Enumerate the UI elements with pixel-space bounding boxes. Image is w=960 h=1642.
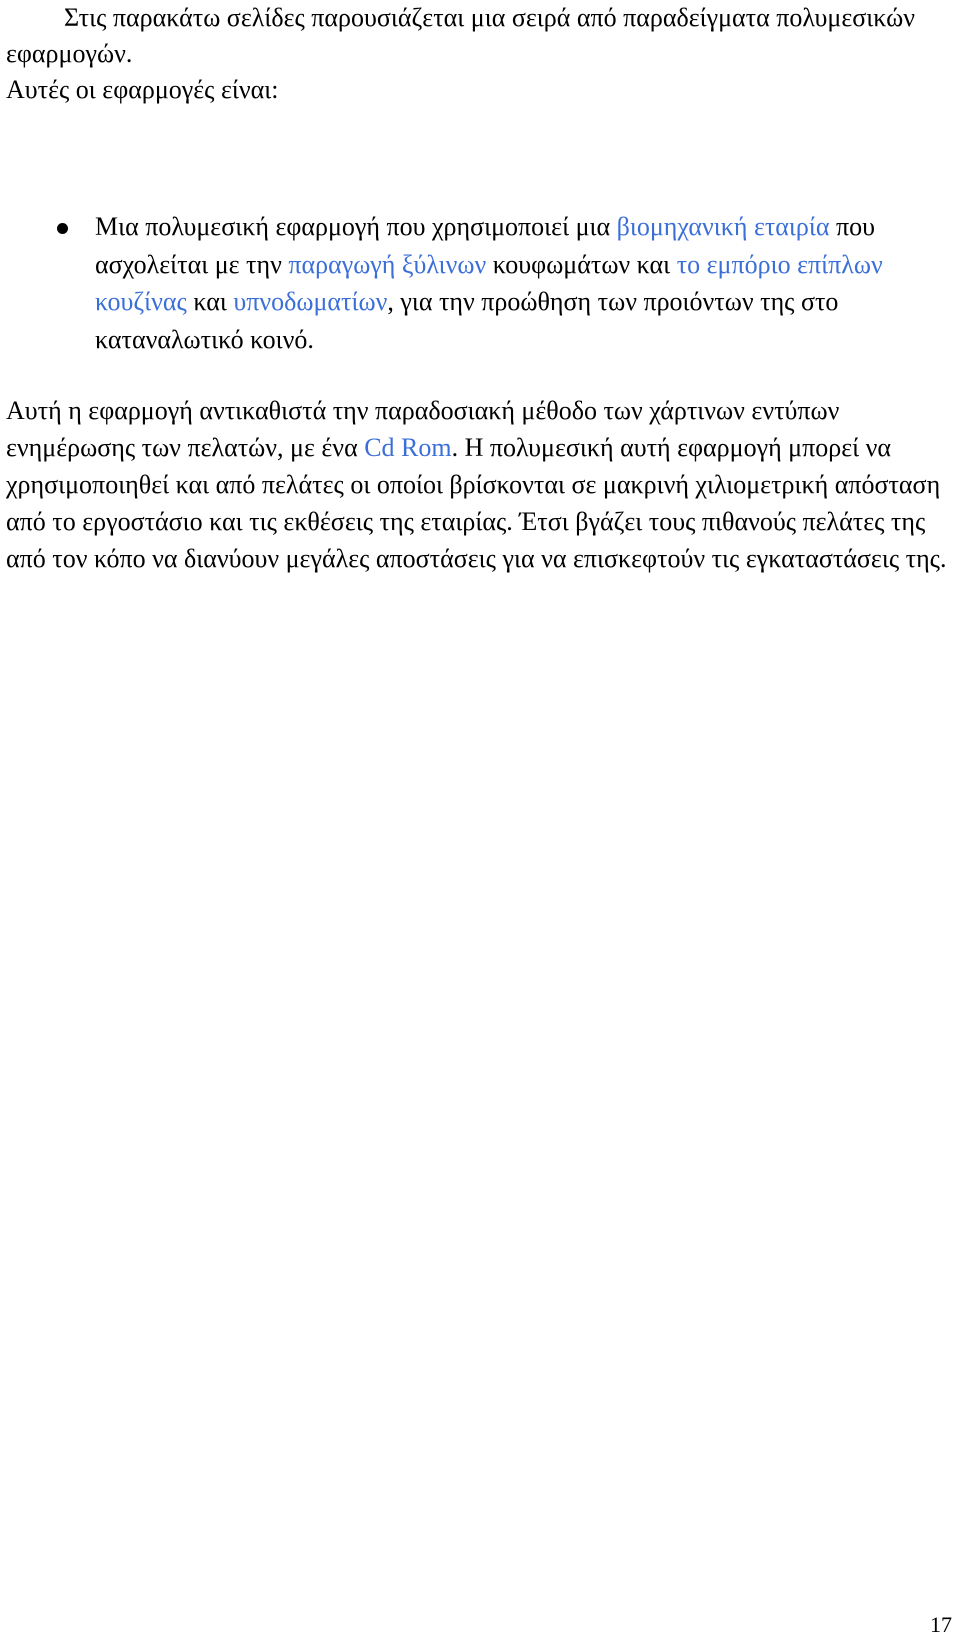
bullet-icon (57, 223, 68, 234)
highlight-wooden-production: παραγωγή ξύλινων (288, 249, 487, 279)
body-paragraph (6, 392, 956, 577)
intro-line-1: Στις παρακάτω σελίδες παρουσιάζεται μια σειρά από παραδείγματα πολυμεσικών εφαρμογών. (6, 3, 915, 68)
paragraph-text-1: Αυτή η εφαρμογή αντικαθιστά την παραδοσιακή μέθοδο των χάρτινων εντύπων ενημέρωσης των πελατών, με ένα (6, 396, 840, 462)
intro-paragraph (6, 0, 946, 108)
bullet-list-item (95, 208, 955, 358)
paragraph-text-2: . Η πολυμεσική αυτή εφαρμογή μπορεί να χρησιμοποιηθεί και από πελάτες οι οποίοι βρίσκονται σε μακρινή χιλιομετρική απόσταση από το εργοστάσιο και τις εκθέσεις της εταιρίας. Έτσι βγάζει τους πιθανούς πελάτες της από τον κόπο να διανύουν μεγάλες αποστάσεις για να επισκεφτούν τις εγκαταστάσεις της. (6, 433, 947, 573)
bullet-text-2: που ασχολείται με την (95, 212, 876, 279)
page-number: 17 (930, 1612, 952, 1637)
bullet-text-1: Μια πολυμεσική εφαρμογή που χρησιμοποιεί μια (95, 212, 617, 241)
bullet-text-3: κουφωμάτων και (486, 249, 677, 279)
highlight-kitchen-furniture: το εμπόριο επίπλων κουζίνας (95, 249, 883, 316)
highlight-bedrooms: υπνοδωματίων (233, 287, 388, 316)
bullet-text-5: , για την προώθηση των προιόντων της στο καταναλωτικό κοινό. (95, 287, 839, 354)
intro-line-2: Αυτές οι εφαρμογές είναι: (6, 75, 279, 104)
highlight-industrial-company: βιομηχανική εταιρία (616, 212, 830, 241)
bullet-text-4: και (186, 287, 234, 316)
highlight-cd-rom: Cd Rom (364, 433, 452, 462)
